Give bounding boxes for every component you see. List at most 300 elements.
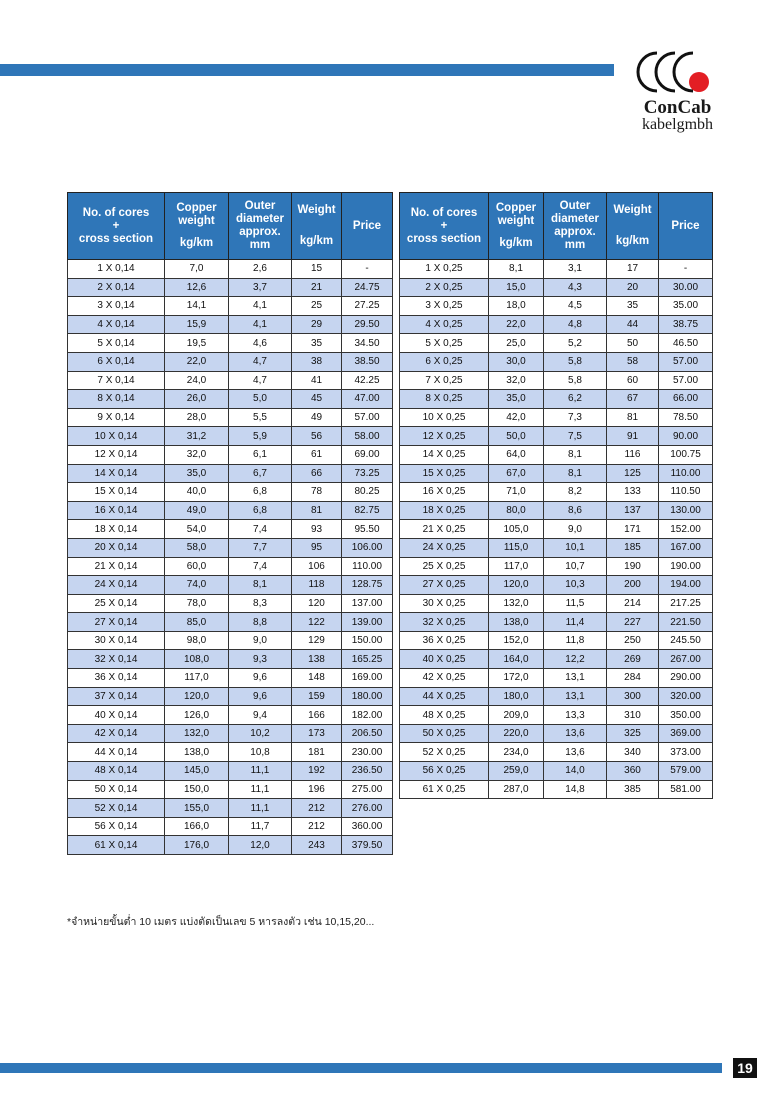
cell-weight: 60 — [607, 371, 659, 390]
cell-copper-weight: 35,0 — [165, 464, 229, 483]
cell-weight: 81 — [607, 408, 659, 427]
cell-cores: 3 X 0,25 — [400, 297, 489, 316]
table-row — [400, 390, 713, 409]
cell-copper-weight: 138,0 — [489, 613, 544, 632]
cell-cores: 30 X 0,25 — [400, 594, 489, 613]
header-cores: No. of cores + cross section — [68, 193, 165, 260]
cell-copper-weight: 209,0 — [489, 706, 544, 725]
cell-copper-weight: 19,5 — [165, 334, 229, 353]
cell-price: 30.00 — [659, 278, 713, 297]
cell-outer-diameter: 7,4 — [229, 520, 292, 539]
cell-outer-diameter: 10,1 — [544, 538, 607, 557]
cell-price: 139.00 — [342, 613, 393, 632]
cell-cores: 3 X 0,14 — [68, 297, 165, 316]
cell-price: 110.00 — [659, 464, 713, 483]
header-price: Price — [342, 193, 393, 260]
cell-copper-weight: 115,0 — [489, 538, 544, 557]
table-row — [400, 724, 713, 743]
header-weight: Weight kg/km — [292, 193, 342, 260]
cell-price: 69.00 — [342, 445, 393, 464]
cell-copper-weight: 14,1 — [165, 297, 229, 316]
cell-cores: 36 X 0,14 — [68, 669, 165, 688]
cell-cores: 21 X 0,14 — [68, 557, 165, 576]
cell-price: 95.50 — [342, 520, 393, 539]
cell-copper-weight: 259,0 — [489, 762, 544, 781]
page-number: 19 — [733, 1058, 757, 1078]
table-row — [68, 427, 393, 446]
cell-price: 34.50 — [342, 334, 393, 353]
table-row — [400, 743, 713, 762]
cell-price: 38.50 — [342, 352, 393, 371]
cell-price: 369.00 — [659, 724, 713, 743]
cell-outer-diameter: 14,8 — [544, 780, 607, 799]
cell-copper-weight: 152,0 — [489, 631, 544, 650]
cell-cores: 52 X 0,14 — [68, 799, 165, 818]
cell-cores: 12 X 0,25 — [400, 427, 489, 446]
cell-outer-diameter: 4,7 — [229, 352, 292, 371]
cell-price: 320.00 — [659, 687, 713, 706]
cell-weight: 106 — [292, 557, 342, 576]
table-row — [68, 408, 393, 427]
table-row — [400, 538, 713, 557]
table-row — [400, 613, 713, 632]
cell-price: 167.00 — [659, 538, 713, 557]
cell-outer-diameter: 11,7 — [229, 817, 292, 836]
cell-copper-weight: 126,0 — [165, 706, 229, 725]
cell-outer-diameter: 8,1 — [544, 464, 607, 483]
cell-copper-weight: 117,0 — [489, 557, 544, 576]
cell-weight: 95 — [292, 538, 342, 557]
cell-price: 46.50 — [659, 334, 713, 353]
table-row — [68, 687, 393, 706]
cell-copper-weight: 30,0 — [489, 352, 544, 371]
table-row — [68, 297, 393, 316]
table-row — [68, 278, 393, 297]
table-row — [400, 557, 713, 576]
table-row — [400, 408, 713, 427]
cell-cores: 48 X 0,14 — [68, 762, 165, 781]
cell-price: 58.00 — [342, 427, 393, 446]
cell-weight: 243 — [292, 836, 342, 855]
cell-price: 360.00 — [342, 817, 393, 836]
cell-weight: 61 — [292, 445, 342, 464]
cell-weight: 269 — [607, 650, 659, 669]
cell-outer-diameter: 5,0 — [229, 390, 292, 409]
cell-weight: 20 — [607, 278, 659, 297]
cell-cores: 44 X 0,25 — [400, 687, 489, 706]
cell-price: 373.00 — [659, 743, 713, 762]
cell-price: 267.00 — [659, 650, 713, 669]
cell-outer-diameter: 13,1 — [544, 669, 607, 688]
cell-weight: 21 — [292, 278, 342, 297]
cell-weight: 310 — [607, 706, 659, 725]
cell-weight: 137 — [607, 501, 659, 520]
table-row — [400, 371, 713, 390]
header-copper-weight: Copper weight kg/km — [165, 193, 229, 260]
cell-cores: 6 X 0,25 — [400, 352, 489, 371]
cell-price: 47.00 — [342, 390, 393, 409]
cell-outer-diameter: 3,1 — [544, 260, 607, 279]
table-row — [68, 352, 393, 371]
cell-price: 236.50 — [342, 762, 393, 781]
cell-price: 221.50 — [659, 613, 713, 632]
cell-cores: 2 X 0,25 — [400, 278, 489, 297]
cell-price: 169.00 — [342, 669, 393, 688]
table-row — [68, 520, 393, 539]
table-row — [400, 260, 713, 279]
table-row — [68, 669, 393, 688]
cell-copper-weight: 7,0 — [165, 260, 229, 279]
cell-outer-diameter: 5,5 — [229, 408, 292, 427]
cell-weight: 250 — [607, 631, 659, 650]
cell-outer-diameter: 14,0 — [544, 762, 607, 781]
cell-copper-weight: 49,0 — [165, 501, 229, 520]
cell-weight: 118 — [292, 576, 342, 595]
cell-weight: 138 — [292, 650, 342, 669]
bottom-accent-bar — [0, 1063, 722, 1073]
cell-weight: 190 — [607, 557, 659, 576]
cell-cores: 42 X 0,25 — [400, 669, 489, 688]
table-header-row — [400, 193, 713, 260]
table-row — [68, 576, 393, 595]
cell-weight: 227 — [607, 613, 659, 632]
table-row — [68, 334, 393, 353]
table-row — [400, 483, 713, 502]
cell-weight: 58 — [607, 352, 659, 371]
cell-outer-diameter: 9,6 — [229, 687, 292, 706]
table-row — [400, 576, 713, 595]
cell-weight: 129 — [292, 631, 342, 650]
cell-cores: 5 X 0,14 — [68, 334, 165, 353]
cell-cores: 1 X 0,14 — [68, 260, 165, 279]
cell-copper-weight: 26,0 — [165, 390, 229, 409]
cell-outer-diameter: 8,3 — [229, 594, 292, 613]
cell-weight: 45 — [292, 390, 342, 409]
table-row — [400, 427, 713, 446]
cell-weight: 166 — [292, 706, 342, 725]
table-row — [68, 315, 393, 334]
table-row — [400, 762, 713, 781]
cell-copper-weight: 108,0 — [165, 650, 229, 669]
cell-copper-weight: 25,0 — [489, 334, 544, 353]
cell-outer-diameter: 7,7 — [229, 538, 292, 557]
cell-outer-diameter: 8,2 — [544, 483, 607, 502]
cell-price: 150.00 — [342, 631, 393, 650]
cell-cores: 50 X 0,14 — [68, 780, 165, 799]
cell-outer-diameter: 8,6 — [544, 501, 607, 520]
cell-outer-diameter: 8,8 — [229, 613, 292, 632]
cell-price: 27.25 — [342, 297, 393, 316]
cell-weight: 93 — [292, 520, 342, 539]
cell-outer-diameter: 4,1 — [229, 297, 292, 316]
cell-price: 90.00 — [659, 427, 713, 446]
cell-price: 350.00 — [659, 706, 713, 725]
cell-weight: 284 — [607, 669, 659, 688]
concab-logo — [630, 44, 725, 136]
cell-price: 24.75 — [342, 278, 393, 297]
table-row — [400, 594, 713, 613]
cell-cores: 7 X 0,14 — [68, 371, 165, 390]
table-row — [68, 743, 393, 762]
cell-cores: 20 X 0,14 — [68, 538, 165, 557]
table-row — [400, 501, 713, 520]
cable-table-0-14 — [67, 192, 393, 855]
table-row — [68, 706, 393, 725]
cell-weight: 200 — [607, 576, 659, 595]
cell-outer-diameter: 13,3 — [544, 706, 607, 725]
cell-weight: 50 — [607, 334, 659, 353]
cell-price: 57.00 — [659, 371, 713, 390]
cell-cores: 12 X 0,14 — [68, 445, 165, 464]
cell-weight: 122 — [292, 613, 342, 632]
cell-cores: 56 X 0,25 — [400, 762, 489, 781]
cell-weight: 35 — [607, 297, 659, 316]
cell-weight: 15 — [292, 260, 342, 279]
cell-copper-weight: 15,0 — [489, 278, 544, 297]
table-row — [68, 836, 393, 855]
cell-copper-weight: 50,0 — [489, 427, 544, 446]
table-row — [400, 278, 713, 297]
table-row — [68, 613, 393, 632]
cell-weight: 116 — [607, 445, 659, 464]
cell-cores: 24 X 0,25 — [400, 538, 489, 557]
cell-outer-diameter: 13,6 — [544, 743, 607, 762]
cell-weight: 17 — [607, 260, 659, 279]
cell-copper-weight: 176,0 — [165, 836, 229, 855]
cell-outer-diameter: 6,8 — [229, 483, 292, 502]
cell-outer-diameter: 6,7 — [229, 464, 292, 483]
header-weight: Weight kg/km — [607, 193, 659, 260]
cell-outer-diameter: 2,6 — [229, 260, 292, 279]
cell-copper-weight: 166,0 — [165, 817, 229, 836]
cell-cores: 40 X 0,25 — [400, 650, 489, 669]
table-row — [68, 445, 393, 464]
cell-copper-weight: 132,0 — [165, 724, 229, 743]
table-row — [400, 445, 713, 464]
table-row — [68, 631, 393, 650]
cell-weight: 78 — [292, 483, 342, 502]
cell-weight: 56 — [292, 427, 342, 446]
cell-cores: 8 X 0,14 — [68, 390, 165, 409]
cell-price: 165.25 — [342, 650, 393, 669]
cell-outer-diameter: 6,2 — [544, 390, 607, 409]
cell-price: 275.00 — [342, 780, 393, 799]
cell-outer-diameter: 4,6 — [229, 334, 292, 353]
table-row — [68, 650, 393, 669]
cable-table-0-25 — [399, 192, 713, 799]
cell-cores: 21 X 0,25 — [400, 520, 489, 539]
cell-weight: 159 — [292, 687, 342, 706]
cell-cores: 61 X 0,25 — [400, 780, 489, 799]
cell-cores: 18 X 0,25 — [400, 501, 489, 520]
cell-cores: 61 X 0,14 — [68, 836, 165, 855]
cell-outer-diameter: 7,4 — [229, 557, 292, 576]
cell-cores: 32 X 0,25 — [400, 613, 489, 632]
cell-price: 217.25 — [659, 594, 713, 613]
cell-outer-diameter: 11,4 — [544, 613, 607, 632]
cell-price: 73.25 — [342, 464, 393, 483]
header-copper-weight: Copper weight kg/km — [489, 193, 544, 260]
table-row — [68, 483, 393, 502]
cell-price: 110.50 — [659, 483, 713, 502]
cell-weight: 171 — [607, 520, 659, 539]
cell-outer-diameter: 10,2 — [229, 724, 292, 743]
cell-copper-weight: 80,0 — [489, 501, 544, 520]
header-cores: No. of cores + cross section — [400, 193, 489, 260]
top-accent-bar — [0, 64, 614, 76]
cell-cores: 14 X 0,14 — [68, 464, 165, 483]
cell-price: - — [342, 260, 393, 279]
table-header-row — [68, 193, 393, 260]
cell-copper-weight: 132,0 — [489, 594, 544, 613]
cell-weight: 360 — [607, 762, 659, 781]
cell-copper-weight: 18,0 — [489, 297, 544, 316]
cell-price: 290.00 — [659, 669, 713, 688]
cell-outer-diameter: 4,3 — [544, 278, 607, 297]
cell-weight: 181 — [292, 743, 342, 762]
cell-outer-diameter: 9,0 — [229, 631, 292, 650]
cell-weight: 81 — [292, 501, 342, 520]
table-row — [400, 631, 713, 650]
cell-weight: 214 — [607, 594, 659, 613]
cell-outer-diameter: 5,9 — [229, 427, 292, 446]
cell-cores: 48 X 0,25 — [400, 706, 489, 725]
table-row — [400, 687, 713, 706]
cell-price: 182.00 — [342, 706, 393, 725]
table-row — [68, 780, 393, 799]
cell-copper-weight: 35,0 — [489, 390, 544, 409]
cell-outer-diameter: 10,8 — [229, 743, 292, 762]
cell-weight: 212 — [292, 817, 342, 836]
cell-copper-weight: 150,0 — [165, 780, 229, 799]
cell-price: 190.00 — [659, 557, 713, 576]
cell-cores: 15 X 0,25 — [400, 464, 489, 483]
cell-outer-diameter: 9,4 — [229, 706, 292, 725]
cell-outer-diameter: 11,1 — [229, 799, 292, 818]
cell-weight: 41 — [292, 371, 342, 390]
cell-outer-diameter: 12,0 — [229, 836, 292, 855]
cell-cores: 8 X 0,25 — [400, 390, 489, 409]
cell-copper-weight: 60,0 — [165, 557, 229, 576]
cell-outer-diameter: 4,1 — [229, 315, 292, 334]
cell-copper-weight: 31,2 — [165, 427, 229, 446]
cell-weight: 66 — [292, 464, 342, 483]
cell-copper-weight: 8,1 — [489, 260, 544, 279]
cell-price: 57.00 — [659, 352, 713, 371]
cell-weight: 67 — [607, 390, 659, 409]
cell-cores: 7 X 0,25 — [400, 371, 489, 390]
cell-outer-diameter: 11,8 — [544, 631, 607, 650]
cell-weight: 35 — [292, 334, 342, 353]
table-row — [68, 371, 393, 390]
cell-price: 180.00 — [342, 687, 393, 706]
cell-copper-weight: 117,0 — [165, 669, 229, 688]
cell-cores: 9 X 0,14 — [68, 408, 165, 427]
table-row — [400, 315, 713, 334]
cell-price: 57.00 — [342, 408, 393, 427]
cell-price: 581.00 — [659, 780, 713, 799]
cell-cores: 24 X 0,14 — [68, 576, 165, 595]
table-row — [68, 464, 393, 483]
cell-copper-weight: 234,0 — [489, 743, 544, 762]
cell-cores: 25 X 0,14 — [68, 594, 165, 613]
cell-copper-weight: 287,0 — [489, 780, 544, 799]
cell-copper-weight: 78,0 — [165, 594, 229, 613]
cell-outer-diameter: 9,0 — [544, 520, 607, 539]
cell-weight: 192 — [292, 762, 342, 781]
cell-outer-diameter: 4,5 — [544, 297, 607, 316]
cell-price: 66.00 — [659, 390, 713, 409]
cell-price: 152.00 — [659, 520, 713, 539]
cell-weight: 44 — [607, 315, 659, 334]
cell-outer-diameter: 8,1 — [229, 576, 292, 595]
cell-cores: 14 X 0,25 — [400, 445, 489, 464]
cell-weight: 212 — [292, 799, 342, 818]
cell-cores: 2 X 0,14 — [68, 278, 165, 297]
cell-weight: 300 — [607, 687, 659, 706]
table-row — [68, 501, 393, 520]
cell-price: 100.75 — [659, 445, 713, 464]
cell-cores: 40 X 0,14 — [68, 706, 165, 725]
cell-outer-diameter: 6,8 — [229, 501, 292, 520]
cell-weight: 340 — [607, 743, 659, 762]
table-row — [68, 799, 393, 818]
cell-copper-weight: 74,0 — [165, 576, 229, 595]
cell-copper-weight: 32,0 — [165, 445, 229, 464]
cell-copper-weight: 138,0 — [165, 743, 229, 762]
cell-copper-weight: 58,0 — [165, 538, 229, 557]
cell-outer-diameter: 13,6 — [544, 724, 607, 743]
cell-price: 78.50 — [659, 408, 713, 427]
cell-copper-weight: 12,6 — [165, 278, 229, 297]
cell-outer-diameter: 11,1 — [229, 762, 292, 781]
table-row — [400, 297, 713, 316]
cell-copper-weight: 42,0 — [489, 408, 544, 427]
cell-price: 106.00 — [342, 538, 393, 557]
cell-cores: 10 X 0,14 — [68, 427, 165, 446]
cell-cores: 56 X 0,14 — [68, 817, 165, 836]
header-outer-diameter: Outer diameter approx. mm — [544, 193, 607, 260]
table-row — [68, 762, 393, 781]
logo-brand-name: ConCab — [643, 97, 712, 118]
cell-copper-weight: 24,0 — [165, 371, 229, 390]
table-row — [68, 594, 393, 613]
cell-outer-diameter: 7,3 — [544, 408, 607, 427]
cell-outer-diameter: 12,2 — [544, 650, 607, 669]
cell-price: 194.00 — [659, 576, 713, 595]
cell-outer-diameter: 5,2 — [544, 334, 607, 353]
cell-copper-weight: 22,0 — [165, 352, 229, 371]
table-row — [400, 669, 713, 688]
cell-outer-diameter: 4,7 — [229, 371, 292, 390]
cell-weight: 196 — [292, 780, 342, 799]
logo-mark-icon — [630, 44, 725, 100]
cell-copper-weight: 120,0 — [165, 687, 229, 706]
cell-outer-diameter: 9,3 — [229, 650, 292, 669]
table-row — [400, 464, 713, 483]
cell-outer-diameter: 7,5 — [544, 427, 607, 446]
cell-price: 130.00 — [659, 501, 713, 520]
cell-weight: 120 — [292, 594, 342, 613]
cell-cores: 27 X 0,25 — [400, 576, 489, 595]
cell-cores: 50 X 0,25 — [400, 724, 489, 743]
cell-copper-weight: 40,0 — [165, 483, 229, 502]
cell-copper-weight: 32,0 — [489, 371, 544, 390]
cell-copper-weight: 15,9 — [165, 315, 229, 334]
cell-price: 276.00 — [342, 799, 393, 818]
cell-outer-diameter: 9,6 — [229, 669, 292, 688]
table-row — [68, 390, 393, 409]
